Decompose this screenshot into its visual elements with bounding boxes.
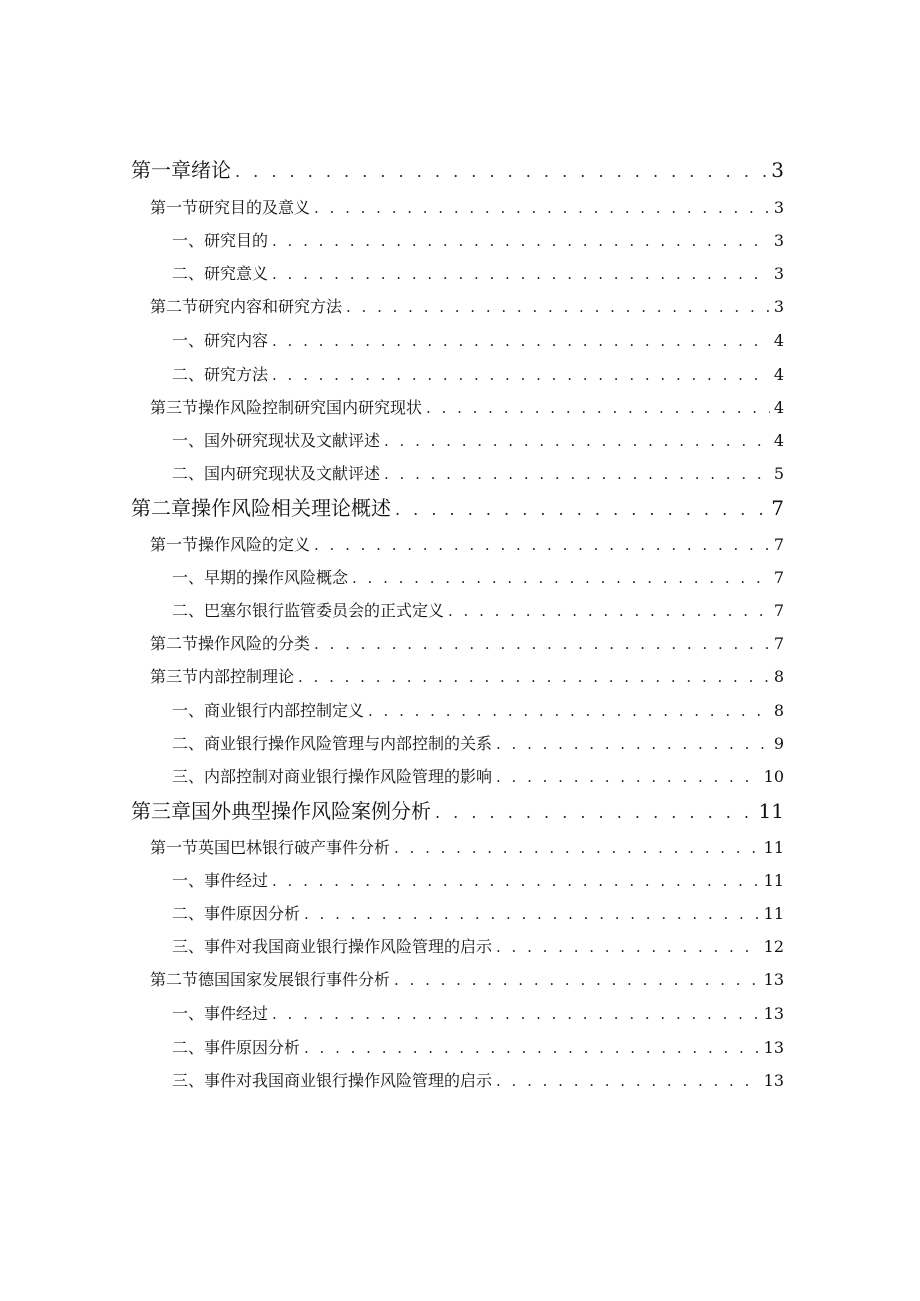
toc-entry-page: 12 [763,937,784,956]
toc-entry-page: 8 [773,667,784,686]
dot-leader [496,1074,760,1089]
toc-entry-subsection[interactable] [172,1073,784,1089]
dot-leader [314,201,770,216]
toc-entry-section[interactable] [150,669,784,685]
toc-entry-subsection[interactable] [172,1006,784,1022]
dot-leader [384,434,770,449]
toc-entry-title: 第三章国外典型操作风险案例分析 [131,799,431,823]
toc-entry-title: 二、巴塞尔银行监管委员会的正式定义 [172,601,445,620]
toc-entry-title: 第二节研究内容和研究方法 [150,297,343,316]
dot-leader [272,334,770,349]
toc-entry-subsection[interactable] [172,873,784,889]
toc-entry-title: 二、研究方法 [172,365,269,384]
toc-entry-subsection[interactable] [172,466,784,482]
toc-entry-page: 4 [773,331,784,350]
dot-leader [496,940,760,955]
toc-entry-title: 第二节德国国家发展银行事件分析 [150,970,391,989]
toc-entry-page: 13 [763,970,784,989]
toc-entry-page: 13 [763,1038,784,1057]
toc-entry-subsection[interactable] [172,939,784,955]
dot-leader [272,874,760,889]
toc-entry-page: 3 [771,158,784,182]
dot-leader [448,604,770,619]
toc-entry-title: 一、商业银行内部控制定义 [172,701,365,720]
dot-leader [384,467,770,482]
toc-entry-page: 11 [763,838,784,857]
toc-entry-page: 3 [773,231,784,250]
toc-entry-section[interactable] [150,200,784,216]
toc-entry-title: 第三节内部控制理论 [150,667,295,686]
toc-entry-title: 一、研究内容 [172,331,269,350]
toc-entry-title: 一、事件经过 [172,871,269,890]
toc-entry-page: 11 [763,871,784,890]
toc-entry-page: 4 [773,398,784,417]
dot-leader [346,300,770,315]
toc-entry-title: 第三节操作风险控制研究国内研究现状 [150,398,423,417]
toc-entry-subsection[interactable] [172,233,784,249]
toc-entry-page: 7 [773,601,784,620]
toc-entry-title: 第一节研究目的及意义 [150,198,311,217]
toc-entry-page: 13 [763,1071,784,1090]
dot-leader [272,368,770,383]
dot-leader [395,502,767,518]
dot-leader [368,704,770,719]
dot-leader [235,164,767,180]
toc-entry-title: 第一节操作风险的定义 [150,535,311,554]
dot-leader [304,1041,760,1056]
dot-leader [298,670,770,685]
toc-entry-subsection[interactable] [172,1040,784,1056]
toc-entry-section[interactable] [150,972,784,988]
toc-entry-title: 一、事件经过 [172,1004,269,1023]
toc-entry-subsection[interactable] [172,703,784,719]
dot-leader [272,267,770,282]
toc-entry-subsection[interactable] [172,433,784,449]
toc-entry-page: 7 [773,634,784,653]
toc-entry-section[interactable] [150,636,784,652]
toc-entry-title: 第一节英国巴林银行破产事件分析 [150,838,391,857]
dot-leader [394,973,760,988]
toc-entry-title: 二、商业银行操作风险管理与内部控制的关系 [172,734,493,753]
toc-entry-section[interactable] [150,840,784,856]
toc-entry-title: 一、国外研究现状及文献评述 [172,431,381,450]
toc-entry-title: 三、事件对我国商业银行操作风险管理的启示 [172,1071,493,1090]
dot-leader [314,538,770,553]
toc-entry-page: 4 [773,365,784,384]
toc-entry-chapter[interactable] [131,498,784,518]
dot-leader [435,805,755,821]
toc-entry-title: 二、事件原因分析 [172,1038,301,1057]
toc-entry-page: 4 [773,431,784,450]
toc-entry-chapter[interactable] [131,160,784,180]
toc-entry-page: 7 [771,496,784,520]
toc-entry-page: 8 [773,701,784,720]
dot-leader [304,907,760,922]
toc-entry-section[interactable] [150,299,784,315]
dot-leader [496,770,760,785]
toc-entry-page: 9 [773,734,784,753]
toc-entry-title: 二、国内研究现状及文献评述 [172,464,381,483]
toc-entry-title: 第二节操作风险的分类 [150,634,311,653]
dot-leader [272,1007,760,1022]
toc-entry-title: 一、研究目的 [172,231,269,250]
toc-entry-page: 7 [773,568,784,587]
toc-entry-subsection[interactable] [172,266,784,282]
toc-entry-page: 7 [773,535,784,554]
toc-entry-page: 3 [773,264,784,283]
toc-entry-title: 三、内部控制对商业银行操作风险管理的影响 [172,767,493,786]
toc-entry-title: 第一章绪论 [131,158,231,182]
toc-entry-subsection[interactable] [172,769,784,785]
toc-entry-subsection[interactable] [172,736,784,752]
toc-entry-chapter[interactable] [131,801,784,821]
dot-leader [314,637,770,652]
toc-entry-page: 3 [773,297,784,316]
toc-entry-title: 第二章操作风险相关理论概述 [131,496,391,520]
toc-entry-title: 一、早期的操作风险概念 [172,568,349,587]
toc-entry-section[interactable] [150,400,784,416]
dot-leader [394,841,760,856]
toc-entry-page: 5 [773,464,784,483]
toc-entry-title: 二、事件原因分析 [172,904,301,923]
dot-leader [496,737,770,752]
toc-entry-subsection[interactable] [172,570,784,586]
toc-entry-page: 10 [763,767,784,786]
dot-leader [272,234,770,249]
toc-entry-page: 13 [763,1004,784,1023]
toc-entry-page: 3 [773,198,784,217]
toc-entry-section[interactable] [150,537,784,553]
toc-entry-title: 二、研究意义 [172,264,269,283]
toc-entry-title: 三、事件对我国商业银行操作风险管理的启示 [172,937,493,956]
toc-entry-subsection[interactable] [172,603,784,619]
toc-entry-page: 11 [758,799,784,823]
toc-entry-subsection[interactable] [172,367,784,383]
dot-leader [426,401,770,416]
dot-leader [352,571,770,586]
toc-entry-page: 11 [763,904,784,923]
toc-entry-subsection[interactable] [172,333,784,349]
toc-entry-subsection[interactable] [172,906,784,922]
